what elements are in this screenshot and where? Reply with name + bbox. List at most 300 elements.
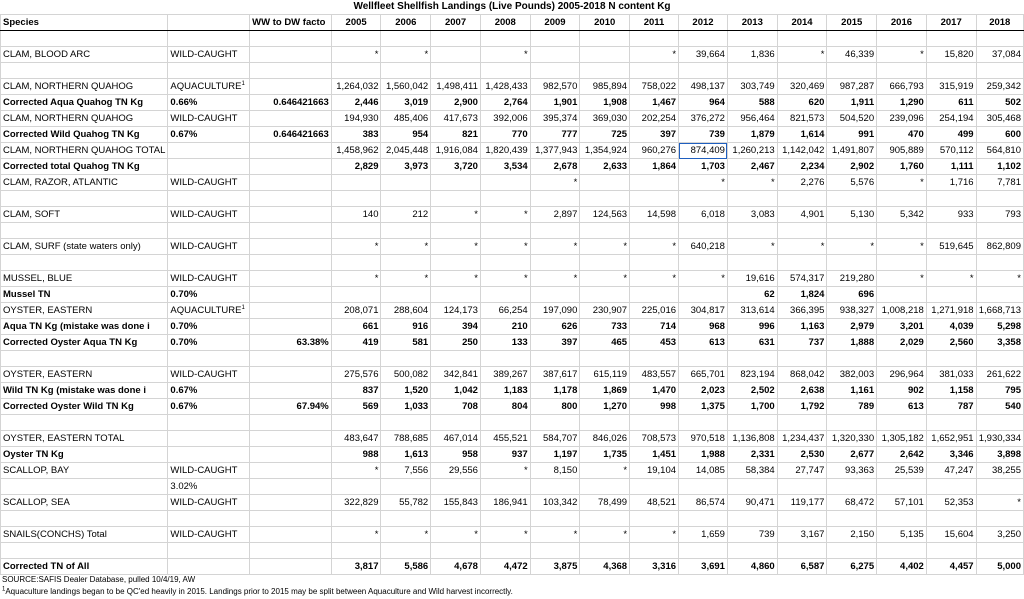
value-cell[interactable]: * [630, 47, 679, 63]
value-cell[interactable]: 2,150 [827, 527, 877, 543]
value-cell[interactable] [679, 479, 728, 495]
empty-cell[interactable] [331, 351, 381, 367]
value-cell[interactable]: 569 [331, 399, 381, 415]
empty-cell[interactable] [679, 351, 728, 367]
value-cell[interactable]: 2,900 [431, 95, 481, 111]
value-cell[interactable]: 210 [480, 319, 530, 335]
empty-cell[interactable] [877, 415, 927, 431]
value-cell[interactable]: 787 [926, 399, 976, 415]
empty-cell[interactable] [630, 191, 679, 207]
species-cell[interactable]: SCALLOP, SEA [1, 495, 168, 511]
value-cell[interactable]: 2,530 [777, 447, 827, 463]
value-cell[interactable]: 3,346 [926, 447, 976, 463]
value-cell[interactable]: 2,502 [727, 383, 777, 399]
factor-cell[interactable]: 67.94% [250, 399, 332, 415]
empty-cell[interactable] [630, 415, 679, 431]
empty-cell[interactable] [827, 63, 877, 79]
empty-cell[interactable] [1, 223, 168, 239]
value-cell[interactable]: 55,782 [381, 495, 431, 511]
value-cell[interactable]: 737 [777, 335, 827, 351]
value-cell[interactable]: 631 [727, 335, 777, 351]
value-cell[interactable]: 1,735 [580, 447, 630, 463]
value-cell[interactable]: 1,451 [630, 447, 679, 463]
value-cell[interactable]: 2,764 [480, 95, 530, 111]
value-cell[interactable]: 3,250 [976, 527, 1023, 543]
header-year[interactable]: 2006 [381, 15, 431, 31]
value-cell[interactable]: 3,720 [431, 159, 481, 175]
empty-cell[interactable] [431, 415, 481, 431]
value-cell[interactable]: 275,576 [331, 367, 381, 383]
header-year[interactable]: 2011 [630, 15, 679, 31]
value-cell[interactable]: * [331, 527, 381, 543]
type-cell[interactable]: WILD-CAUGHT [168, 271, 250, 287]
value-cell[interactable] [530, 47, 580, 63]
factor-cell[interactable] [250, 143, 332, 159]
value-cell[interactable]: 1,305,182 [877, 431, 927, 447]
value-cell[interactable]: 140 [331, 207, 381, 223]
value-cell[interactable]: * [381, 271, 431, 287]
empty-cell[interactable] [976, 255, 1023, 271]
value-cell[interactable]: 2,234 [777, 159, 827, 175]
type-cell[interactable]: 0.67% [168, 383, 250, 399]
value-cell[interactable]: 588 [727, 95, 777, 111]
empty-cell[interactable] [250, 543, 332, 559]
value-cell[interactable]: 777 [530, 127, 580, 143]
empty-cell[interactable] [976, 351, 1023, 367]
value-cell[interactable]: 155,843 [431, 495, 481, 511]
value-cell[interactable]: * [331, 47, 381, 63]
empty-cell[interactable] [480, 63, 530, 79]
value-cell[interactable]: 2,045,448 [381, 143, 431, 159]
value-cell[interactable]: 1,716 [926, 175, 976, 191]
value-cell[interactable]: * [777, 239, 827, 255]
species-cell[interactable]: Corrected Aqua Quahog TN Kg [1, 95, 168, 111]
value-cell[interactable]: * [480, 47, 530, 63]
header-blank[interactable] [168, 15, 250, 31]
empty-cell[interactable] [431, 351, 481, 367]
value-cell[interactable]: 795 [976, 383, 1023, 399]
value-cell[interactable]: 570,112 [926, 143, 976, 159]
empty-cell[interactable] [976, 31, 1023, 47]
type-cell[interactable]: WILD-CAUGHT [168, 367, 250, 383]
value-cell[interactable]: * [431, 239, 481, 255]
value-cell[interactable]: 212 [381, 207, 431, 223]
empty-cell[interactable] [727, 31, 777, 47]
value-cell[interactable]: 259,342 [976, 79, 1023, 95]
value-cell[interactable]: 2,331 [727, 447, 777, 463]
empty-cell[interactable] [381, 255, 431, 271]
value-cell[interactable]: 1,901 [530, 95, 580, 111]
value-cell[interactable]: 1,183 [480, 383, 530, 399]
empty-cell[interactable] [976, 415, 1023, 431]
value-cell[interactable]: 1,930,334 [976, 431, 1023, 447]
value-cell[interactable]: 14,085 [679, 463, 728, 479]
value-cell[interactable]: * [431, 271, 481, 287]
value-cell[interactable]: 4,678 [431, 559, 481, 575]
factor-cell[interactable] [250, 383, 332, 399]
empty-cell[interactable] [976, 191, 1023, 207]
species-cell[interactable]: CLAM, SURF (state waters only) [1, 239, 168, 255]
value-cell[interactable]: * [431, 207, 481, 223]
type-cell[interactable]: WILD-CAUGHT [168, 463, 250, 479]
value-cell[interactable]: 1,659 [679, 527, 728, 543]
empty-cell[interactable] [250, 31, 332, 47]
value-cell[interactable]: 5,298 [976, 319, 1023, 335]
value-cell[interactable]: * [727, 175, 777, 191]
value-cell[interactable]: 1,260,213 [727, 143, 777, 159]
value-cell[interactable] [580, 479, 630, 495]
type-cell[interactable]: 0.66% [168, 95, 250, 111]
factor-cell[interactable] [250, 447, 332, 463]
factor-cell[interactable] [250, 175, 332, 191]
empty-cell[interactable] [530, 351, 580, 367]
species-cell[interactable]: Corrected Oyster Wild TN Kg [1, 399, 168, 415]
value-cell[interactable]: 1,988 [679, 447, 728, 463]
type-cell[interactable]: WILD-CAUGHT [168, 527, 250, 543]
value-cell[interactable]: 46,339 [827, 47, 877, 63]
factor-cell[interactable] [250, 527, 332, 543]
value-cell[interactable]: 1,703 [679, 159, 728, 175]
empty-cell[interactable] [827, 191, 877, 207]
value-cell[interactable]: 611 [926, 95, 976, 111]
type-cell[interactable]: WILD-CAUGHT [168, 239, 250, 255]
value-cell[interactable]: 2,642 [877, 447, 927, 463]
value-cell[interactable]: 483,557 [630, 367, 679, 383]
value-cell[interactable]: 57,101 [877, 495, 927, 511]
value-cell[interactable]: 19,616 [727, 271, 777, 287]
type-cell[interactable] [168, 143, 250, 159]
value-cell[interactable]: 1,458,962 [331, 143, 381, 159]
value-cell[interactable]: 8,150 [530, 463, 580, 479]
value-cell[interactable]: * [926, 271, 976, 287]
value-cell[interactable]: 483,647 [331, 431, 381, 447]
empty-cell[interactable] [580, 31, 630, 47]
value-cell[interactable]: 90,471 [727, 495, 777, 511]
value-cell[interactable] [480, 287, 530, 303]
value-cell[interactable]: 661 [331, 319, 381, 335]
empty-cell[interactable] [827, 351, 877, 367]
empty-cell[interactable] [580, 511, 630, 527]
value-cell[interactable] [381, 479, 431, 495]
value-cell[interactable]: 4,039 [926, 319, 976, 335]
value-cell[interactable]: 2,678 [530, 159, 580, 175]
empty-cell[interactable] [777, 191, 827, 207]
empty-cell[interactable] [580, 255, 630, 271]
value-cell[interactable]: 133 [480, 335, 530, 351]
header-year[interactable]: 2010 [580, 15, 630, 31]
value-cell[interactable]: 5,586 [381, 559, 431, 575]
value-cell[interactable]: 1,264,032 [331, 79, 381, 95]
value-cell[interactable]: * [630, 527, 679, 543]
value-cell[interactable]: 3,875 [530, 559, 580, 575]
empty-cell[interactable] [777, 63, 827, 79]
value-cell[interactable]: 3,201 [877, 319, 927, 335]
empty-cell[interactable] [480, 191, 530, 207]
value-cell[interactable] [630, 479, 679, 495]
value-cell[interactable]: 52,353 [926, 495, 976, 511]
value-cell[interactable]: 5,576 [827, 175, 877, 191]
value-cell[interactable]: 381,033 [926, 367, 976, 383]
value-cell[interactable]: 394 [431, 319, 481, 335]
value-cell[interactable]: 1,470 [630, 383, 679, 399]
value-cell[interactable]: 933 [926, 207, 976, 223]
factor-cell[interactable] [250, 271, 332, 287]
empty-cell[interactable] [630, 511, 679, 527]
factor-cell[interactable] [250, 239, 332, 255]
value-cell[interactable]: 5,342 [877, 207, 927, 223]
empty-cell[interactable] [1, 31, 168, 47]
header-species[interactable]: Species [1, 15, 168, 31]
value-cell[interactable]: 985,894 [580, 79, 630, 95]
value-cell[interactable] [877, 287, 927, 303]
value-cell[interactable]: 1,560,042 [381, 79, 431, 95]
value-cell[interactable]: 1,270 [580, 399, 630, 415]
empty-cell[interactable] [679, 31, 728, 47]
value-cell[interactable]: 1,290 [877, 95, 927, 111]
empty-cell[interactable] [679, 543, 728, 559]
empty-cell[interactable] [381, 223, 431, 239]
value-cell[interactable]: 502 [976, 95, 1023, 111]
species-cell[interactable]: CLAM, BLOOD ARC [1, 47, 168, 63]
value-cell[interactable]: 613 [877, 399, 927, 415]
value-cell[interactable]: 725 [580, 127, 630, 143]
value-cell[interactable]: 2,902 [827, 159, 877, 175]
empty-cell[interactable] [580, 415, 630, 431]
value-cell[interactable]: 392,006 [480, 111, 530, 127]
value-cell[interactable]: 27,747 [777, 463, 827, 479]
species-cell[interactable]: Oyster TN Kg [1, 447, 168, 463]
value-cell[interactable]: 1,824 [777, 287, 827, 303]
empty-cell[interactable] [381, 31, 431, 47]
value-cell[interactable]: 1,520 [381, 383, 431, 399]
value-cell[interactable]: 2,023 [679, 383, 728, 399]
value-cell[interactable]: * [827, 239, 877, 255]
empty-cell[interactable] [926, 351, 976, 367]
empty-cell[interactable] [331, 543, 381, 559]
value-cell[interactable]: 620 [777, 95, 827, 111]
value-cell[interactable]: 615,119 [580, 367, 630, 383]
species-cell[interactable]: CLAM, SOFT [1, 207, 168, 223]
value-cell[interactable] [331, 287, 381, 303]
value-cell[interactable] [580, 175, 630, 191]
value-cell[interactable]: 342,841 [431, 367, 481, 383]
value-cell[interactable] [630, 287, 679, 303]
value-cell[interactable]: 2,276 [777, 175, 827, 191]
value-cell[interactable]: * [530, 271, 580, 287]
value-cell[interactable]: 225,016 [630, 303, 679, 319]
value-cell[interactable]: 37,084 [976, 47, 1023, 63]
species-cell[interactable]: MUSSEL, BLUE [1, 271, 168, 287]
value-cell[interactable] [480, 175, 530, 191]
empty-cell[interactable] [630, 255, 679, 271]
empty-cell[interactable] [727, 63, 777, 79]
value-cell[interactable]: * [976, 271, 1023, 287]
value-cell[interactable]: 39,664 [679, 47, 728, 63]
value-cell[interactable]: 821 [431, 127, 481, 143]
value-cell[interactable] [777, 479, 827, 495]
empty-cell[interactable] [679, 511, 728, 527]
type-cell[interactable]: AQUACULTURE$^1$ [168, 79, 250, 95]
value-cell[interactable]: 455,521 [480, 431, 530, 447]
value-cell[interactable]: * [381, 527, 431, 543]
value-cell[interactable]: 862,809 [976, 239, 1023, 255]
empty-cell[interactable] [679, 415, 728, 431]
empty-cell[interactable] [530, 543, 580, 559]
type-cell[interactable] [168, 159, 250, 175]
empty-cell[interactable] [480, 31, 530, 47]
value-cell[interactable] [926, 479, 976, 495]
value-cell[interactable]: 366,395 [777, 303, 827, 319]
value-cell[interactable]: 25,539 [877, 463, 927, 479]
empty-cell[interactable] [877, 511, 927, 527]
empty-cell[interactable] [926, 415, 976, 431]
factor-cell[interactable] [250, 495, 332, 511]
value-cell[interactable]: * [331, 271, 381, 287]
value-cell[interactable] [431, 287, 481, 303]
value-cell[interactable]: * [480, 207, 530, 223]
value-cell[interactable]: 68,472 [827, 495, 877, 511]
value-cell[interactable]: 470 [877, 127, 927, 143]
empty-cell[interactable] [777, 255, 827, 271]
value-cell[interactable]: 2,633 [580, 159, 630, 175]
value-cell[interactable]: 1,614 [777, 127, 827, 143]
value-cell[interactable] [530, 479, 580, 495]
value-cell[interactable] [827, 479, 877, 495]
value-cell[interactable]: 467,014 [431, 431, 481, 447]
empty-cell[interactable] [331, 31, 381, 47]
empty-cell[interactable] [1, 415, 168, 431]
empty-cell[interactable] [976, 63, 1023, 79]
empty-cell[interactable] [777, 511, 827, 527]
value-cell[interactable]: 581 [381, 335, 431, 351]
value-cell[interactable]: 14,598 [630, 207, 679, 223]
value-cell[interactable]: 996 [727, 319, 777, 335]
value-cell[interactable] [381, 287, 431, 303]
value-cell[interactable]: 261,622 [976, 367, 1023, 383]
value-cell[interactable] [580, 47, 630, 63]
empty-cell[interactable] [331, 191, 381, 207]
empty-cell[interactable] [827, 255, 877, 271]
empty-cell[interactable] [630, 223, 679, 239]
empty-cell[interactable] [727, 223, 777, 239]
header-year[interactable]: 2015 [827, 15, 877, 31]
value-cell[interactable]: 19,104 [630, 463, 679, 479]
empty-cell[interactable] [480, 351, 530, 367]
value-cell[interactable]: 419 [331, 335, 381, 351]
value-cell[interactable]: 902 [877, 383, 927, 399]
type-cell[interactable]: 3.02% [168, 479, 250, 495]
value-cell[interactable]: 1,491,807 [827, 143, 877, 159]
value-cell[interactable] [679, 287, 728, 303]
value-cell[interactable]: 1,908 [580, 95, 630, 111]
value-cell[interactable]: 1,163 [777, 319, 827, 335]
value-cell[interactable]: 800 [530, 399, 580, 415]
value-cell[interactable]: 519,645 [926, 239, 976, 255]
value-cell[interactable]: 964 [679, 95, 728, 111]
header-year[interactable]: 2005 [331, 15, 381, 31]
value-cell[interactable]: 3,817 [331, 559, 381, 575]
empty-cell[interactable] [926, 223, 976, 239]
empty-cell[interactable] [431, 511, 481, 527]
empty-cell[interactable] [431, 223, 481, 239]
value-cell[interactable]: 1,916,084 [431, 143, 481, 159]
value-cell[interactable]: 6,587 [777, 559, 827, 575]
value-cell[interactable]: 2,638 [777, 383, 827, 399]
value-cell[interactable]: 793 [976, 207, 1023, 223]
value-cell[interactable]: 789 [827, 399, 877, 415]
species-cell[interactable]: OYSTER, EASTERN [1, 367, 168, 383]
species-cell[interactable] [1, 479, 168, 495]
empty-cell[interactable] [727, 191, 777, 207]
value-cell[interactable]: 758,022 [630, 79, 679, 95]
value-cell[interactable]: 1,111 [926, 159, 976, 175]
empty-cell[interactable] [331, 223, 381, 239]
value-cell[interactable]: 987,287 [827, 79, 877, 95]
value-cell[interactable]: * [727, 239, 777, 255]
value-cell[interactable] [431, 47, 481, 63]
empty-cell[interactable] [727, 511, 777, 527]
species-cell[interactable]: Corrected Oyster Aqua TN Kg [1, 335, 168, 351]
empty-cell[interactable] [976, 223, 1023, 239]
value-cell[interactable]: 500,082 [381, 367, 431, 383]
value-cell[interactable]: 239,096 [877, 111, 927, 127]
species-cell[interactable]: CLAM, RAZOR, ATLANTIC [1, 175, 168, 191]
value-cell[interactable]: 5,135 [877, 527, 927, 543]
value-cell[interactable]: 804 [480, 399, 530, 415]
value-cell[interactable]: 417,673 [431, 111, 481, 127]
empty-cell[interactable] [431, 31, 481, 47]
empty-cell[interactable] [580, 63, 630, 79]
empty-cell[interactable] [530, 31, 580, 47]
value-cell[interactable]: 2,029 [877, 335, 927, 351]
value-cell[interactable]: 970,518 [679, 431, 728, 447]
value-cell[interactable]: 313,614 [727, 303, 777, 319]
value-cell[interactable]: 1,467 [630, 95, 679, 111]
empty-cell[interactable] [727, 351, 777, 367]
value-cell[interactable]: 219,280 [827, 271, 877, 287]
value-cell[interactable]: 3,534 [480, 159, 530, 175]
value-cell[interactable] [877, 479, 927, 495]
type-cell[interactable]: 0.67% [168, 127, 250, 143]
value-cell[interactable]: 383 [331, 127, 381, 143]
empty-cell[interactable] [926, 511, 976, 527]
value-cell[interactable]: 1,234,437 [777, 431, 827, 447]
value-cell[interactable]: 250 [431, 335, 481, 351]
header-year[interactable]: 2014 [777, 15, 827, 31]
value-cell[interactable]: 960,276 [630, 143, 679, 159]
value-cell[interactable]: * [630, 271, 679, 287]
value-cell[interactable]: 2,560 [926, 335, 976, 351]
empty-cell[interactable] [530, 511, 580, 527]
value-cell[interactable]: 197,090 [530, 303, 580, 319]
empty-cell[interactable] [381, 415, 431, 431]
value-cell[interactable] [480, 479, 530, 495]
factor-cell[interactable] [250, 463, 332, 479]
value-cell[interactable]: 770 [480, 127, 530, 143]
value-cell[interactable]: 499 [926, 127, 976, 143]
value-cell[interactable]: 1,613 [381, 447, 431, 463]
empty-cell[interactable] [926, 543, 976, 559]
value-cell[interactable]: 453 [630, 335, 679, 351]
empty-cell[interactable] [250, 223, 332, 239]
value-cell[interactable]: * [530, 239, 580, 255]
value-cell[interactable]: 5,000 [976, 559, 1023, 575]
value-cell[interactable]: 1,864 [630, 159, 679, 175]
empty-cell[interactable] [679, 191, 728, 207]
value-cell[interactable]: 956,464 [727, 111, 777, 127]
empty-cell[interactable] [1, 511, 168, 527]
value-cell[interactable]: 3,083 [727, 207, 777, 223]
